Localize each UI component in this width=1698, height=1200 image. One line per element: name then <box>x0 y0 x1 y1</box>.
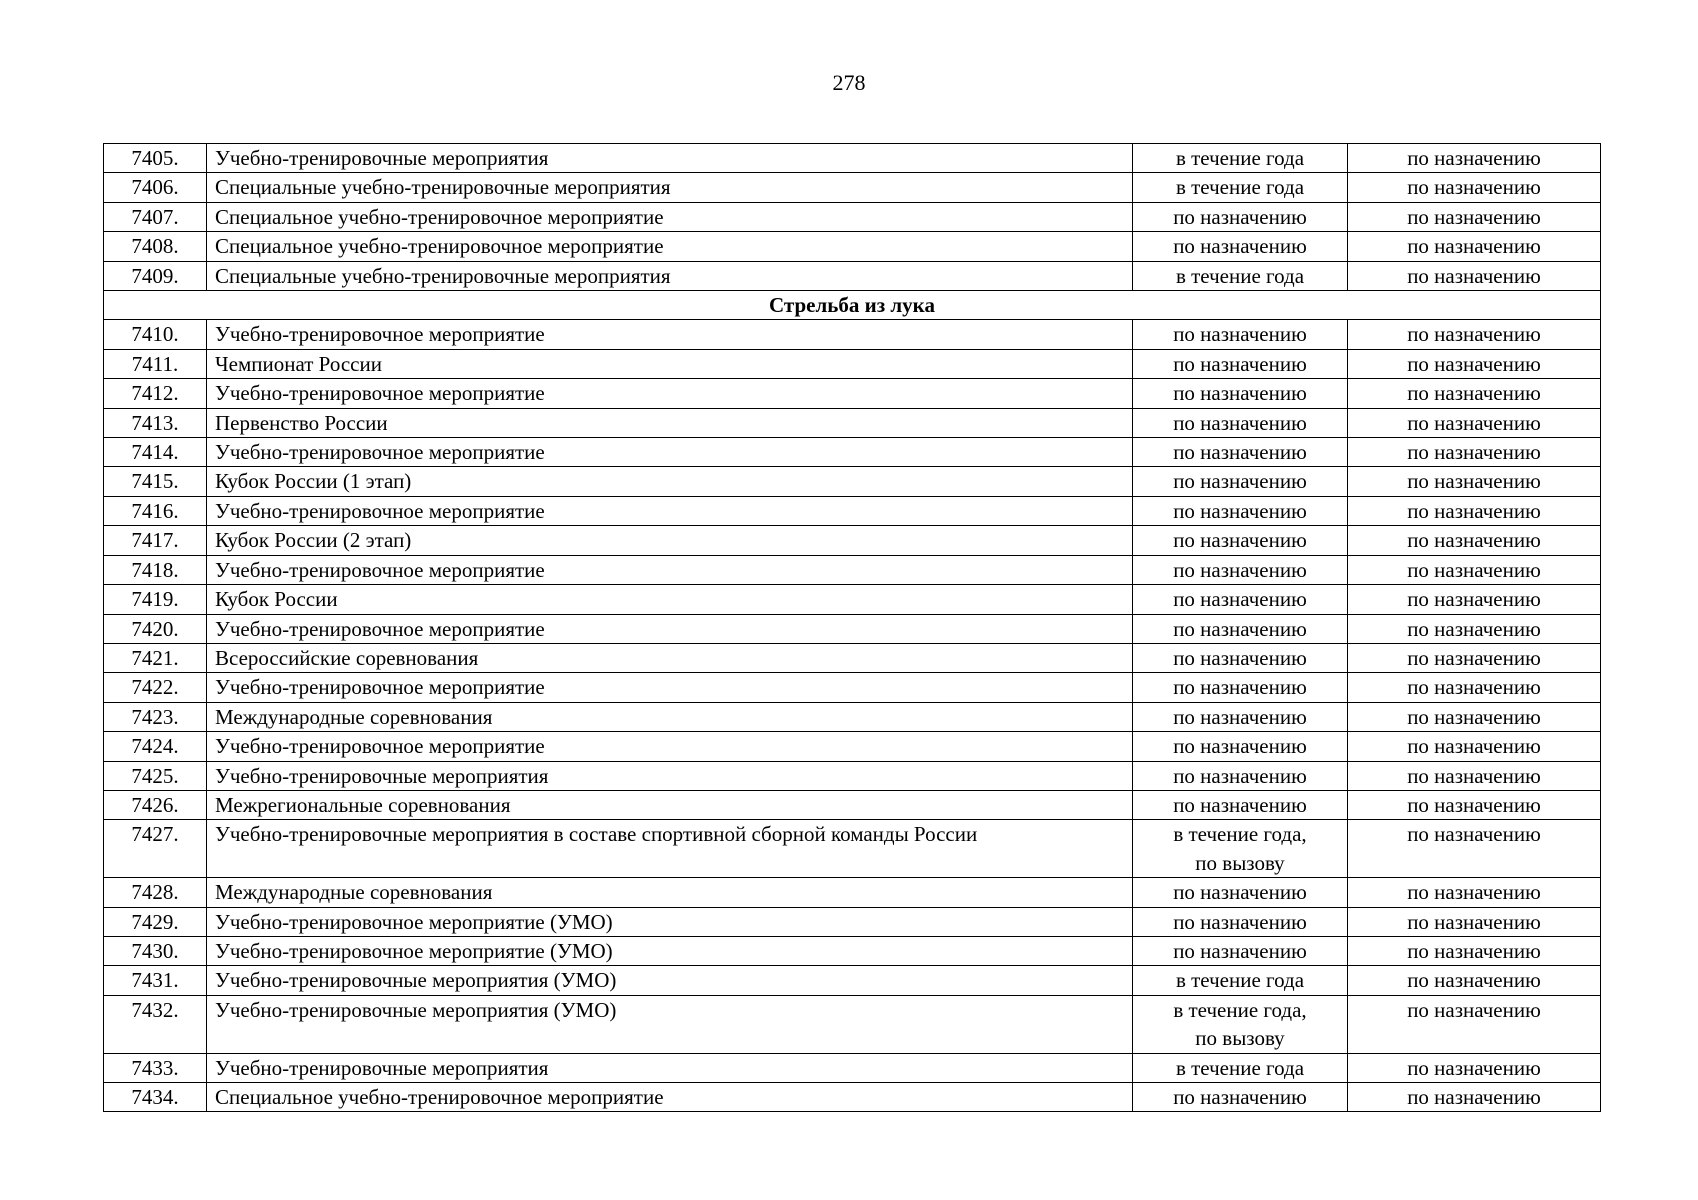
row-number: 7405. <box>104 144 207 173</box>
table-row <box>104 878 1601 907</box>
event-period <box>1133 1053 1348 1082</box>
event-name: Учебно-тренировочное мероприятие <box>207 438 1133 467</box>
event-name: Учебно-тренировочные мероприятия <box>207 144 1133 173</box>
event-place: по назначению <box>1348 907 1601 936</box>
event-place: по назначению <box>1348 614 1601 643</box>
event-period <box>1133 408 1348 437</box>
event-name: Всероссийские соревнования <box>207 643 1133 672</box>
row-number: 7407. <box>104 202 207 231</box>
event-period <box>1133 936 1348 965</box>
event-period-line: по назначению <box>1173 204 1307 229</box>
event-period <box>1133 614 1348 643</box>
event-period-line: по назначению <box>1173 351 1307 376</box>
event-period-line: по назначению <box>1173 498 1307 523</box>
table-row <box>104 555 1601 584</box>
event-place: по назначению <box>1348 673 1601 702</box>
table-row <box>104 438 1601 467</box>
event-period-line: по назначению <box>1173 880 1307 905</box>
row-number: 7430. <box>104 936 207 965</box>
table-row <box>104 820 1601 878</box>
row-number: 7428. <box>104 878 207 907</box>
event-period <box>1133 555 1348 584</box>
event-place: по назначению <box>1348 173 1601 202</box>
row-number: 7415. <box>104 467 207 496</box>
event-name: Специальное учебно-тренировочное мероприятие <box>207 1083 1133 1112</box>
event-period <box>1133 790 1348 819</box>
event-name: Кубок России (1 этап) <box>207 467 1133 496</box>
event-period-line: по назначению <box>1173 587 1307 612</box>
event-period-line: по вызову <box>1195 1026 1285 1051</box>
event-place: по назначению <box>1348 320 1601 349</box>
event-place: по назначению <box>1348 496 1601 525</box>
event-place: по назначению <box>1348 732 1601 761</box>
row-number: 7434. <box>104 1083 207 1112</box>
event-period-line: по назначению <box>1173 234 1307 259</box>
event-period-line: по назначению <box>1173 528 1307 553</box>
event-name: Международные соревнования <box>207 878 1133 907</box>
section-title: Стрельба из лука <box>104 291 1601 320</box>
event-place: по назначению <box>1348 1053 1601 1082</box>
table-row <box>104 585 1601 614</box>
table-row <box>104 907 1601 936</box>
row-number: 7416. <box>104 496 207 525</box>
event-period <box>1133 761 1348 790</box>
table-row <box>104 467 1601 496</box>
table-section-after <box>104 320 1601 1112</box>
event-name: Кубок России (2 этап) <box>207 526 1133 555</box>
row-number: 7426. <box>104 790 207 819</box>
event-period-line: в течение года <box>1175 146 1305 170</box>
event-period <box>1133 232 1348 261</box>
event-period-line: в течение года <box>1175 175 1305 200</box>
event-name: Международные соревнования <box>207 702 1133 731</box>
event-place: по назначению <box>1348 936 1601 965</box>
row-number: 7421. <box>104 643 207 672</box>
event-place: по назначению <box>1348 643 1601 672</box>
event-period <box>1133 966 1348 995</box>
event-period <box>1133 144 1348 173</box>
event-name: Специальное учебно-тренировочное мероприятие <box>207 232 1133 261</box>
event-name: Учебно-тренировочное мероприятие (УМО) <box>207 907 1133 936</box>
event-period-line: в течение года, <box>1173 822 1307 847</box>
event-period <box>1133 438 1348 467</box>
row-number: 7410. <box>104 320 207 349</box>
table-section-before <box>104 144 1601 291</box>
table-row <box>104 496 1601 525</box>
table-row <box>104 643 1601 672</box>
event-period-line: по назначению <box>1173 734 1307 759</box>
event-place: по назначению <box>1348 761 1601 790</box>
table-row <box>104 1083 1601 1112</box>
table-row <box>104 261 1601 290</box>
event-place: по назначению <box>1348 1083 1601 1112</box>
event-period-line: по назначению <box>1173 322 1307 347</box>
event-place: по назначению <box>1348 702 1601 731</box>
table-row <box>104 144 1601 173</box>
row-number: 7422. <box>104 673 207 702</box>
event-name: Чемпионат России <box>207 349 1133 378</box>
event-name: Кубок России <box>207 585 1133 614</box>
event-place: по назначению <box>1348 261 1601 290</box>
event-period-line: по назначению <box>1173 616 1307 641</box>
event-name: Учебно-тренировочное мероприятие <box>207 732 1133 761</box>
event-period-line: по назначению <box>1173 675 1307 700</box>
table-row <box>104 320 1601 349</box>
event-place: по назначению <box>1348 878 1601 907</box>
event-name: Учебно-тренировочное мероприятие (УМО) <box>207 936 1133 965</box>
event-period-line: по назначению <box>1173 909 1307 934</box>
event-period-line: в течение года, <box>1173 997 1307 1022</box>
event-name: Специальные учебно-тренировочные мероприятия <box>207 261 1133 290</box>
event-period <box>1133 261 1348 290</box>
event-period <box>1133 1083 1348 1112</box>
event-name: Специальные учебно-тренировочные мероприятия <box>207 173 1133 202</box>
event-period <box>1133 349 1348 378</box>
row-number: 7432. <box>104 995 207 1053</box>
event-place: по назначению <box>1348 379 1601 408</box>
event-place: по назначению <box>1348 408 1601 437</box>
event-period <box>1133 702 1348 731</box>
row-number: 7413. <box>104 408 207 437</box>
event-period <box>1133 173 1348 202</box>
event-period <box>1133 673 1348 702</box>
row-number: 7433. <box>104 1053 207 1082</box>
table-row <box>104 232 1601 261</box>
row-number: 7417. <box>104 526 207 555</box>
event-place: по назначению <box>1348 995 1601 1053</box>
event-place: по назначению <box>1348 585 1601 614</box>
row-number: 7424. <box>104 732 207 761</box>
event-place: по назначению <box>1348 526 1601 555</box>
table-row <box>104 408 1601 437</box>
event-name: Специальное учебно-тренировочное мероприятие <box>207 202 1133 231</box>
event-period <box>1133 643 1348 672</box>
event-name: Учебно-тренировочное мероприятие <box>207 614 1133 643</box>
event-period-line: по назначению <box>1173 557 1307 582</box>
table-row <box>104 936 1601 965</box>
table-row <box>104 761 1601 790</box>
row-number: 7420. <box>104 614 207 643</box>
event-period <box>1133 379 1348 408</box>
table-row <box>104 702 1601 731</box>
event-place: по назначению <box>1348 966 1601 995</box>
table-row <box>104 614 1601 643</box>
row-number: 7406. <box>104 173 207 202</box>
event-period-line: по назначению <box>1173 1085 1307 1109</box>
row-number: 7427. <box>104 820 207 878</box>
event-period-line: по назначению <box>1173 763 1307 788</box>
event-place: по назначению <box>1348 820 1601 878</box>
event-period <box>1133 878 1348 907</box>
table-row <box>104 173 1601 202</box>
row-number: 7429. <box>104 907 207 936</box>
event-period-line: по назначению <box>1173 469 1307 494</box>
event-period <box>1133 907 1348 936</box>
events-table <box>103 143 1601 1112</box>
event-name: Учебно-тренировочные мероприятия <box>207 761 1133 790</box>
event-place: по назначению <box>1348 202 1601 231</box>
event-name: Учебно-тренировочные мероприятия <box>207 1053 1133 1082</box>
event-name: Учебно-тренировочные мероприятия (УМО) <box>207 966 1133 995</box>
event-period <box>1133 202 1348 231</box>
row-number: 7423. <box>104 702 207 731</box>
page-number: 278 <box>832 70 866 95</box>
event-place: по назначению <box>1348 349 1601 378</box>
row-number: 7412. <box>104 379 207 408</box>
table-row <box>104 790 1601 819</box>
table-row <box>104 732 1601 761</box>
event-period <box>1133 496 1348 525</box>
table-row <box>104 673 1601 702</box>
event-place: по назначению <box>1348 438 1601 467</box>
event-period <box>1133 467 1348 496</box>
event-name: Учебно-тренировочные мероприятия в составе спортивной сборной команды России <box>207 820 1133 878</box>
row-number: 7431. <box>104 966 207 995</box>
event-period-line: по назначению <box>1173 645 1307 670</box>
event-place: по назначению <box>1348 467 1601 496</box>
event-period-line: по назначению <box>1173 704 1307 729</box>
row-number: 7408. <box>104 232 207 261</box>
table-row <box>104 526 1601 555</box>
event-period-line: по назначению <box>1173 938 1307 963</box>
section-header-row <box>104 291 1601 320</box>
row-number: 7419. <box>104 585 207 614</box>
event-period <box>1133 732 1348 761</box>
event-period <box>1133 995 1348 1053</box>
event-period-line: в течение года <box>1175 968 1305 993</box>
table-row <box>104 349 1601 378</box>
event-period-line: в течение года <box>1175 263 1305 288</box>
event-place: по назначению <box>1348 790 1601 819</box>
event-period-line: в течение года <box>1175 1055 1305 1080</box>
event-place: по назначению <box>1348 232 1601 261</box>
event-name: Первенство России <box>207 408 1133 437</box>
event-place: по назначению <box>1348 144 1601 173</box>
event-period-line: по назначению <box>1173 440 1307 465</box>
row-number: 7411. <box>104 349 207 378</box>
event-period <box>1133 585 1348 614</box>
section-header-group <box>104 291 1601 320</box>
event-period-line: по назначению <box>1173 792 1307 817</box>
event-name: Межрегиональные соревнования <box>207 790 1133 819</box>
table-row <box>104 202 1601 231</box>
row-number: 7409. <box>104 261 207 290</box>
event-period-line: по вызову <box>1195 850 1285 875</box>
row-number: 7425. <box>104 761 207 790</box>
table-row <box>104 966 1601 995</box>
event-name: Учебно-тренировочное мероприятие <box>207 379 1133 408</box>
event-name: Учебно-тренировочное мероприятие <box>207 320 1133 349</box>
table-row <box>104 995 1601 1053</box>
table-row <box>104 1053 1601 1082</box>
event-period <box>1133 526 1348 555</box>
event-period-line: по назначению <box>1173 381 1307 406</box>
event-name: Учебно-тренировочное мероприятие <box>207 496 1133 525</box>
row-number: 7418. <box>104 555 207 584</box>
event-name: Учебно-тренировочное мероприятие <box>207 673 1133 702</box>
event-period <box>1133 820 1348 878</box>
row-number: 7414. <box>104 438 207 467</box>
event-name: Учебно-тренировочное мероприятие <box>207 555 1133 584</box>
table-row <box>104 379 1601 408</box>
event-name: Учебно-тренировочные мероприятия (УМО) <box>207 995 1133 1053</box>
event-period <box>1133 320 1348 349</box>
event-period-line: по назначению <box>1173 410 1307 435</box>
event-place: по назначению <box>1348 555 1601 584</box>
